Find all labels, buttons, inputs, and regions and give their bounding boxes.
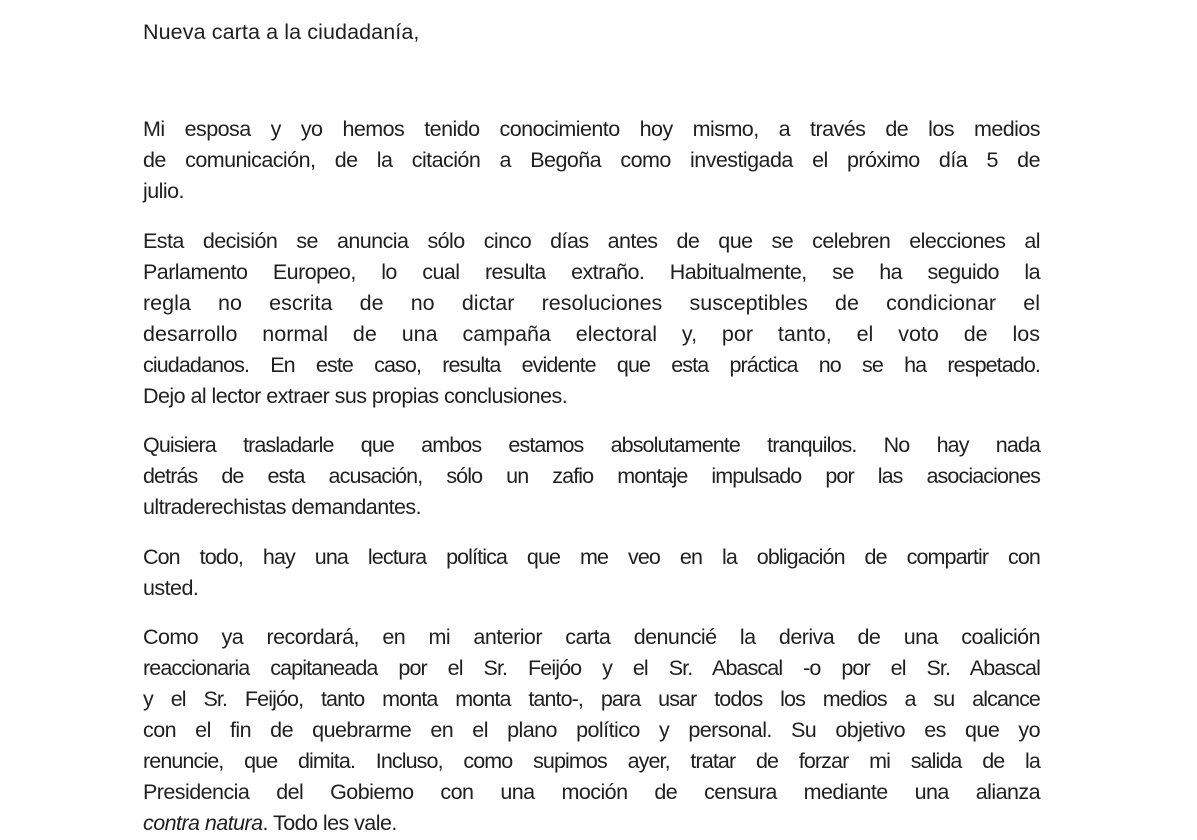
paragraph-line: reaccionaria capitaneada por el Sr. Feijóo y el Sr. Abascal -o por el Sr. Abascal bbox=[143, 656, 1040, 680]
paragraph-line-end: . Todo les vale. bbox=[262, 811, 397, 835]
paragraph-line: Quisiera trasladarle que ambos estamos absolutamente tranquilos. No hay nada bbox=[143, 433, 1040, 457]
paragraph-line: ciudadanos. En este caso, resulta evidente que esta práctica no se ha respetado. bbox=[143, 353, 1040, 377]
paragraph-line: ultraderechistas demandantes. bbox=[143, 495, 422, 519]
paragraph-1 bbox=[143, 114, 1040, 207]
paragraph-2 bbox=[143, 226, 1040, 412]
italic-phrase: contra natura bbox=[143, 811, 263, 835]
paragraph-line: Con todo, hay una lectura política que me veo en la obligación de compartir con bbox=[143, 545, 1040, 569]
paragraph-line: Esta decisión se anuncia sólo cinco días antes de que se celebren elecciones al bbox=[143, 229, 1040, 253]
paragraph-line: renuncie, que dimita. Incluso, como supimos ayer, tratar de forzar mi salida de la bbox=[143, 749, 1040, 773]
paragraph-3 bbox=[143, 430, 1040, 523]
paragraph-line: Mi esposa y yo hemos tenido conocimiento hoy mismo, a través de los medios bbox=[143, 117, 1040, 141]
paragraph-line: Parlamento Europeo, lo cual resulta extraño. Habitualmente, se ha seguido la bbox=[143, 260, 1040, 284]
paragraph-line: desarrollo normal de una campaña electoral y, por tanto, el voto de los bbox=[143, 322, 1040, 346]
paragraph-line: Como ya recordará, en mi anterior carta denuncié la deriva de una coalición bbox=[143, 625, 1040, 649]
paragraph-line: con el fin de quebrarme en el plano político y personal. Su objetivo es que yo bbox=[143, 718, 1040, 742]
paragraph-line: regla no escrita de no dictar resoluciones susceptibles de condicionar el bbox=[143, 291, 1040, 315]
paragraph-5 bbox=[143, 622, 1040, 839]
paragraph-line: julio. bbox=[143, 179, 184, 203]
paragraph-line: de comunicación, de la citación a Begoña como investigada el próximo día 5 de bbox=[143, 148, 1040, 172]
paragraph-line: detrás de esta acusación, sólo un zafio montaje impulsado por las asociaciones bbox=[143, 464, 1040, 488]
paragraph-line: Presidencia del Gobiemo con una moción de censura mediante una alianza bbox=[143, 780, 1040, 804]
paragraph-4 bbox=[143, 542, 1040, 604]
letter-salutation: Nueva carta a la ciudadanía, bbox=[143, 20, 420, 44]
paragraph-line bbox=[143, 808, 1040, 839]
paragraph-line: Dejo al lector extraer sus propias conclusiones. bbox=[143, 384, 568, 408]
paragraph-line: y el Sr. Feijóo, tanto monta monta tanto-, para usar todos los medios a su alcance bbox=[143, 687, 1040, 711]
paragraph-line: usted. bbox=[143, 576, 199, 600]
